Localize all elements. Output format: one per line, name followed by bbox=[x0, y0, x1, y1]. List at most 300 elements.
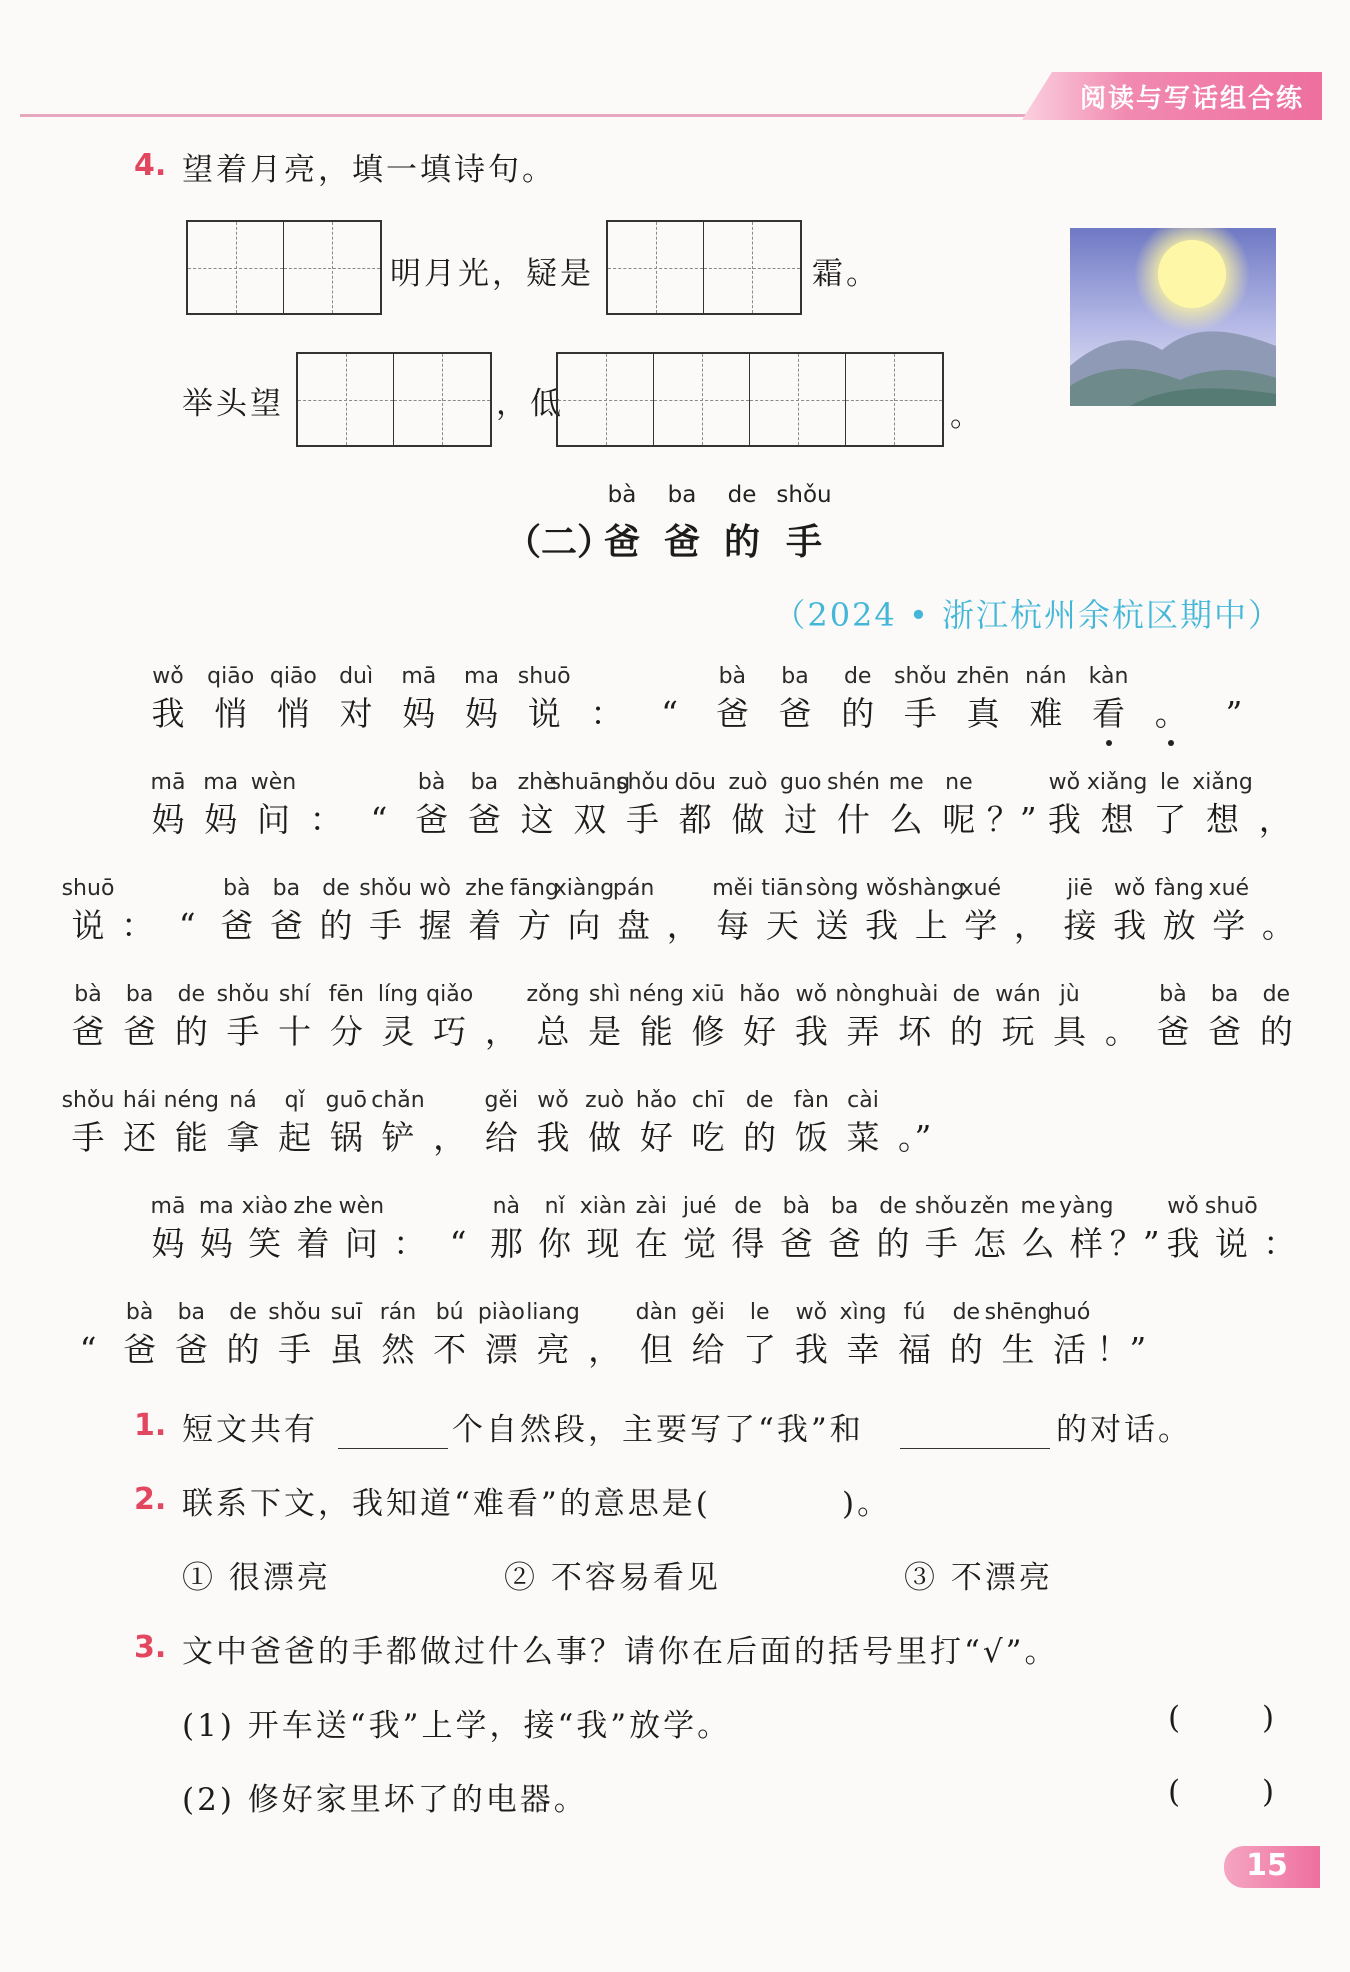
pinyin: shǒu bbox=[359, 876, 412, 901]
hanzi: 能 bbox=[174, 1118, 208, 1157]
hanzi: 吃 bbox=[691, 1118, 725, 1157]
hanzi: 那 bbox=[489, 1224, 523, 1263]
hanzi: 爸 bbox=[123, 1012, 157, 1051]
hanzi: 巧 bbox=[433, 1012, 467, 1051]
pinyin: wǒ bbox=[1167, 1194, 1199, 1219]
hanzi: 妈 bbox=[402, 694, 436, 733]
hanzi: 想 bbox=[1206, 800, 1240, 839]
hanzi: 放 bbox=[1162, 906, 1196, 945]
passage-token bbox=[1093, 1298, 1149, 1372]
pinyin: shǒu bbox=[616, 770, 669, 795]
hanzi: 爸 bbox=[778, 694, 812, 733]
check-paren-close[interactable]: ) bbox=[1262, 1774, 1275, 1810]
hanzi: 样 bbox=[1069, 1224, 1103, 1263]
hanzi: 是 bbox=[588, 1012, 622, 1051]
hanzi: 给 bbox=[484, 1118, 518, 1157]
pinyin: shǒu bbox=[61, 1088, 115, 1113]
pinyin bbox=[1220, 874, 1336, 904]
pinyin: liang bbox=[526, 1300, 580, 1325]
hanzi: 都 bbox=[678, 800, 712, 839]
pinyin: bú bbox=[435, 1300, 464, 1325]
pinyin: xiū bbox=[691, 982, 725, 1007]
pinyin: wǒ bbox=[1048, 770, 1081, 795]
hanzi: 。 bbox=[1104, 1012, 1138, 1051]
option-1[interactable]: ① 很漂亮 bbox=[182, 1560, 331, 1596]
hanzi: 我 bbox=[1113, 906, 1147, 945]
pinyin: me bbox=[1020, 1194, 1056, 1219]
pinyin: ba bbox=[177, 1300, 206, 1325]
pinyin: cài bbox=[847, 1088, 879, 1113]
hanzi: 我 bbox=[1166, 1224, 1200, 1263]
hanzi: ” bbox=[1225, 694, 1243, 733]
pinyin: zuò bbox=[585, 1088, 625, 1113]
hanzi: 学 bbox=[964, 906, 998, 945]
hanzi: 能 bbox=[639, 1012, 673, 1051]
grid-cell[interactable] bbox=[298, 354, 394, 445]
pinyin: shuō bbox=[1204, 1194, 1258, 1219]
hanzi: 分 bbox=[329, 1012, 363, 1051]
hanzi: “ bbox=[79, 1330, 97, 1369]
hanzi: 这 bbox=[520, 800, 554, 839]
passage-token bbox=[1247, 768, 1303, 842]
hanzi: 福 bbox=[898, 1330, 932, 1369]
pinyin: bà bbox=[223, 876, 251, 901]
pinyin: chī bbox=[691, 1088, 725, 1113]
title-char: 爸 bbox=[603, 521, 640, 563]
pinyin: qiāo bbox=[207, 664, 255, 689]
hanzi: 问 bbox=[256, 800, 290, 839]
pinyin: nán bbox=[1025, 664, 1067, 689]
pinyin bbox=[1222, 1192, 1338, 1222]
question-2-text: 联系下文，我知道“难看”的意思是( bbox=[182, 1486, 711, 1522]
pinyin bbox=[1217, 768, 1333, 798]
hanzi: 悄 bbox=[276, 694, 310, 733]
pinyin: de bbox=[952, 982, 981, 1007]
hanzi: 饭 bbox=[794, 1118, 828, 1157]
pinyin: de bbox=[1262, 982, 1291, 1007]
pinyin: qǐ bbox=[284, 1088, 305, 1113]
pinyin: nà bbox=[492, 1194, 521, 1219]
answer-grid-2[interactable] bbox=[606, 220, 802, 315]
pinyin: xiǎng bbox=[1086, 770, 1148, 795]
pinyin: le bbox=[1159, 770, 1180, 795]
pinyin: pán bbox=[612, 876, 655, 901]
pinyin: shǒu bbox=[268, 1300, 322, 1325]
pinyin: bà bbox=[125, 1300, 154, 1325]
pinyin: shǒu bbox=[914, 1194, 968, 1219]
hanzi: 双 bbox=[573, 800, 607, 839]
pinyin: néng bbox=[163, 1088, 220, 1113]
question-3-item-1: (1) 开车送“我”上学，接“我”放学。 bbox=[182, 1708, 732, 1744]
pinyin: zhe bbox=[293, 1194, 333, 1219]
poem-line2-middle: ，低 bbox=[496, 386, 564, 422]
pinyin: xué bbox=[1208, 876, 1250, 901]
title-char: 手 bbox=[785, 521, 822, 563]
hanzi: 我 bbox=[536, 1118, 570, 1157]
poem-line2-end: 。 bbox=[950, 398, 984, 434]
hanzi: 爸 bbox=[269, 906, 303, 945]
pinyin: fàn bbox=[793, 1088, 829, 1113]
pinyin: zěn bbox=[970, 1194, 1010, 1219]
title-pinyin: shǒu bbox=[776, 482, 832, 508]
passage-token bbox=[1206, 662, 1262, 736]
option-3[interactable]: ③ 不漂亮 bbox=[904, 1560, 1053, 1596]
question-1-number: 1. bbox=[134, 1408, 167, 1443]
poem-line2-start: 举头望 bbox=[182, 386, 284, 422]
hanzi: 爸 bbox=[71, 1012, 105, 1051]
hanzi: ？” bbox=[986, 800, 1037, 839]
poem-line1-end: 霜。 bbox=[812, 256, 880, 292]
hanzi: 的 bbox=[743, 1118, 777, 1157]
pinyin: yàng bbox=[1059, 1194, 1114, 1219]
pinyin: hǎo bbox=[739, 982, 781, 1007]
pinyin: dōu bbox=[674, 770, 716, 795]
pinyin: guō bbox=[325, 1088, 368, 1113]
hanzi: 灵 bbox=[381, 1012, 415, 1051]
pinyin: jù bbox=[1059, 982, 1080, 1007]
pinyin: shuō bbox=[61, 876, 115, 901]
hanzi: 说 bbox=[71, 906, 105, 945]
question-2-number: 2. bbox=[134, 1482, 167, 1517]
question-4-number: 4. bbox=[134, 148, 167, 183]
pinyin: nǐ bbox=[544, 1194, 565, 1219]
question-4-prompt: 望着月亮，填一填诗句。 bbox=[182, 152, 556, 188]
hanzi: 悄 bbox=[214, 694, 248, 733]
pinyin: qiāo bbox=[269, 664, 317, 689]
pinyin: měi bbox=[712, 876, 754, 901]
hanzi: 漂 bbox=[484, 1330, 518, 1369]
hanzi: 手 bbox=[369, 906, 403, 945]
pinyin: me bbox=[888, 770, 924, 795]
question-1-text-c: 的对话。 bbox=[1056, 1412, 1192, 1448]
hanzi: 学 bbox=[1212, 906, 1246, 945]
pinyin bbox=[1176, 662, 1292, 692]
hanzi: 我 bbox=[794, 1012, 828, 1051]
pinyin: huó bbox=[1048, 1300, 1091, 1325]
pinyin: wǒ bbox=[152, 664, 184, 689]
pinyin: mā bbox=[150, 1194, 186, 1219]
check-paren-open[interactable]: ( bbox=[1168, 1774, 1181, 1810]
hanzi: 爸 bbox=[715, 694, 749, 733]
hanzi: 我 bbox=[151, 694, 185, 733]
hanzi: 手 bbox=[71, 1118, 105, 1157]
option-2[interactable]: ② 不容易看见 bbox=[504, 1560, 721, 1596]
pinyin: wǒ bbox=[1113, 876, 1146, 901]
hanzi: 觉 bbox=[683, 1224, 717, 1263]
pinyin: shǒu bbox=[894, 664, 947, 689]
hanzi: ， bbox=[433, 1118, 467, 1157]
pinyin: wèn bbox=[338, 1194, 385, 1219]
hanzi: ： bbox=[590, 694, 624, 733]
pinyin bbox=[1063, 1298, 1179, 1328]
pinyin: mā bbox=[150, 770, 186, 795]
hanzi: 着 bbox=[468, 906, 502, 945]
hanzi: 修 bbox=[691, 1012, 725, 1051]
hanzi: 幸 bbox=[846, 1330, 880, 1369]
hanzi: 总 bbox=[536, 1012, 570, 1051]
pinyin: ná bbox=[229, 1088, 257, 1113]
hanzi: 爸 bbox=[828, 1224, 862, 1263]
hanzi: 但 bbox=[639, 1330, 673, 1369]
hanzi: 然 bbox=[381, 1330, 415, 1369]
pinyin: xué bbox=[960, 876, 1002, 901]
check-paren-close[interactable]: ) bbox=[1262, 1700, 1275, 1736]
pinyin bbox=[857, 1086, 973, 1116]
grid-cell[interactable] bbox=[394, 354, 490, 445]
hanzi: 虽 bbox=[329, 1330, 363, 1369]
hanzi: 盘 bbox=[617, 906, 651, 945]
hanzi: ， bbox=[1013, 906, 1047, 945]
answer-grid-4[interactable] bbox=[556, 352, 944, 447]
hanzi: 每 bbox=[716, 906, 750, 945]
answer-blank-dialog-person[interactable] bbox=[900, 1410, 1050, 1449]
hanzi: ， bbox=[484, 1012, 518, 1051]
hanzi: 生 bbox=[1001, 1330, 1035, 1369]
pinyin: bà bbox=[718, 664, 747, 689]
pinyin: zhe bbox=[465, 876, 505, 901]
hanzi: 。 bbox=[1143, 692, 1199, 736]
pinyin: líng bbox=[377, 982, 419, 1007]
pinyin: zhè bbox=[517, 770, 557, 795]
pinyin: wǒ bbox=[795, 982, 828, 1007]
pinyin: shēng bbox=[984, 1300, 1052, 1325]
hanzi: 妈 bbox=[199, 1224, 233, 1263]
pinyin: bà bbox=[782, 1194, 811, 1219]
hanzi: ， bbox=[1258, 800, 1292, 839]
hanzi: 么 bbox=[889, 800, 923, 839]
hanzi: 拿 bbox=[226, 1118, 260, 1157]
pinyin: ba bbox=[1210, 982, 1239, 1007]
pinyin: duì bbox=[339, 664, 374, 689]
grid-cell[interactable] bbox=[704, 222, 800, 313]
pinyin: zhēn bbox=[956, 664, 1010, 689]
hanzi: 的 bbox=[1259, 1012, 1293, 1051]
pinyin: jué bbox=[682, 1194, 717, 1219]
grid-cell[interactable] bbox=[608, 222, 704, 313]
pinyin: shí bbox=[278, 982, 311, 1007]
pinyin: guo bbox=[780, 770, 822, 795]
hanzi: 了 bbox=[1153, 800, 1187, 839]
pinyin: ne bbox=[945, 770, 973, 795]
hanzi: 怎 bbox=[973, 1224, 1007, 1263]
pinyin: bà bbox=[74, 982, 102, 1007]
pinyin: ba bbox=[470, 770, 499, 795]
hanzi: 接 bbox=[1063, 906, 1097, 945]
hanzi: “ bbox=[370, 800, 388, 839]
answer-blank-paragraph-count[interactable] bbox=[338, 1410, 448, 1449]
hanzi: 呢 bbox=[942, 800, 976, 839]
pinyin: wò bbox=[419, 876, 451, 901]
answer-grid-3[interactable] bbox=[296, 352, 492, 447]
pinyin: zài bbox=[635, 1194, 667, 1219]
pinyin: de bbox=[177, 982, 206, 1007]
pinyin: kàn bbox=[1088, 664, 1129, 689]
grid-cell[interactable] bbox=[188, 222, 284, 313]
answer-grid-1[interactable] bbox=[186, 220, 382, 315]
hanzi: 爸 bbox=[123, 1330, 157, 1369]
hanzi: 我 bbox=[794, 1330, 828, 1369]
hanzi: 做 bbox=[731, 800, 765, 839]
pinyin: ba bbox=[272, 876, 301, 901]
hanzi: 的 bbox=[949, 1330, 983, 1369]
hanzi: 手 bbox=[226, 1012, 260, 1051]
pinyin: suī bbox=[330, 1300, 363, 1325]
pinyin: ba bbox=[830, 1194, 859, 1219]
hanzi: ： bbox=[121, 906, 155, 945]
hanzi: 爸 bbox=[415, 800, 449, 839]
hanzi: 铲 bbox=[381, 1118, 415, 1157]
hanzi: 说 bbox=[1214, 1224, 1248, 1263]
question-1-text-a: 短文共有 bbox=[182, 1412, 318, 1448]
pinyin: de bbox=[322, 876, 350, 901]
pinyin: xiàng bbox=[553, 876, 615, 901]
hanzi: 笑 bbox=[248, 1224, 282, 1263]
pinyin: ba bbox=[125, 982, 154, 1007]
grid-cell[interactable] bbox=[846, 354, 942, 445]
pinyin: xiǎng bbox=[1192, 770, 1253, 795]
pinyin: de bbox=[879, 1194, 907, 1219]
hanzi: 做 bbox=[588, 1118, 622, 1157]
hanzi: 的 bbox=[174, 1012, 208, 1051]
pinyin: zǒng bbox=[526, 982, 580, 1007]
hanzi: ： bbox=[1263, 1224, 1297, 1263]
hanzi: 送 bbox=[815, 906, 849, 945]
hanzi: 的 bbox=[876, 1224, 910, 1263]
pinyin: shén bbox=[827, 770, 880, 795]
hanzi: 难 bbox=[1029, 694, 1063, 733]
hanzi: 得 bbox=[731, 1224, 765, 1263]
hanzi: 着 bbox=[296, 1224, 330, 1263]
hanzi: 好 bbox=[743, 1012, 777, 1051]
pinyin: hái bbox=[122, 1088, 157, 1113]
hanzi: 活 bbox=[1053, 1330, 1087, 1369]
hanzi: 现 bbox=[586, 1224, 620, 1263]
hanzi: 什 bbox=[836, 800, 870, 839]
hanzi: 天 bbox=[765, 906, 799, 945]
hanzi: 想 bbox=[1100, 800, 1134, 839]
hanzi: 方 bbox=[517, 906, 551, 945]
hanzi: 真 bbox=[966, 694, 1000, 733]
pinyin: nòng bbox=[835, 982, 891, 1007]
pinyin: huài bbox=[890, 982, 939, 1007]
pinyin: shuāng bbox=[549, 770, 631, 795]
grid-cell[interactable] bbox=[284, 222, 380, 313]
pinyin: bà bbox=[1159, 982, 1187, 1007]
hanzi: “ bbox=[661, 694, 679, 733]
pinyin: sòng bbox=[805, 876, 859, 901]
pinyin: de bbox=[734, 1194, 762, 1219]
title-char: 的 bbox=[723, 521, 760, 563]
pinyin: chǎn bbox=[371, 1088, 425, 1113]
pinyin: de bbox=[229, 1300, 257, 1325]
question-2-close: )。 bbox=[842, 1486, 892, 1522]
pinyin: shuō bbox=[517, 664, 571, 689]
hanzi: 菜 bbox=[846, 1118, 880, 1157]
pinyin: fāng bbox=[509, 876, 559, 901]
hanzi: 坏 bbox=[898, 1012, 932, 1051]
hanzi: 锅 bbox=[329, 1118, 363, 1157]
pinyin: xìng bbox=[839, 1300, 887, 1325]
header-title: 阅读与写话组合练 bbox=[1079, 84, 1304, 114]
passage-source: （2024 • 浙江杭州余杭区期中） bbox=[773, 596, 1282, 634]
hanzi: 说 bbox=[527, 694, 561, 733]
pinyin: ma bbox=[203, 770, 239, 795]
pinyin: bà bbox=[417, 770, 446, 795]
poem-line1-middle: 明月光，疑是 bbox=[390, 256, 594, 292]
hanzi: 给 bbox=[691, 1330, 725, 1369]
pinyin: wèn bbox=[250, 770, 297, 795]
title-pinyin: bà bbox=[607, 482, 637, 508]
hanzi: 在 bbox=[634, 1224, 668, 1263]
pinyin: gěi bbox=[691, 1300, 725, 1325]
hanzi: 了 bbox=[743, 1330, 777, 1369]
pinyin: piào bbox=[477, 1300, 525, 1325]
pinyin: xiàn bbox=[579, 1194, 627, 1219]
pinyin: le bbox=[749, 1300, 770, 1325]
grid-cell[interactable] bbox=[654, 354, 750, 445]
pinyin: rán bbox=[379, 1300, 417, 1325]
pinyin: zuò bbox=[728, 770, 768, 795]
hanzi: 手 bbox=[626, 800, 660, 839]
check-paren-open[interactable]: ( bbox=[1168, 1700, 1181, 1736]
hanzi: 你 bbox=[538, 1224, 572, 1263]
hanzi: 手 bbox=[278, 1330, 312, 1369]
hanzi: “ bbox=[449, 1224, 467, 1263]
hanzi: 我 bbox=[865, 906, 899, 945]
hanzi: 还 bbox=[123, 1118, 157, 1157]
pinyin: ma bbox=[464, 664, 499, 689]
pinyin: dàn bbox=[635, 1300, 678, 1325]
title-char: 爸 bbox=[663, 521, 700, 563]
hanzi: 妈 bbox=[151, 1224, 185, 1263]
hanzi: 起 bbox=[278, 1118, 312, 1157]
hanzi: ， bbox=[588, 1330, 622, 1369]
grid-cell[interactable] bbox=[558, 354, 654, 445]
hanzi: 妈 bbox=[465, 694, 498, 733]
hanzi: “ bbox=[178, 906, 196, 945]
pinyin: de bbox=[843, 664, 872, 689]
pinyin: ba bbox=[781, 664, 809, 689]
passage-token bbox=[1248, 980, 1304, 1054]
question-3-number: 3. bbox=[134, 1630, 167, 1665]
hanzi: 弄 bbox=[846, 1012, 880, 1051]
hanzi: ！” bbox=[1096, 1330, 1147, 1369]
pinyin: shàng bbox=[897, 876, 965, 901]
hanzi: 对 bbox=[339, 694, 373, 733]
pinyin: tiān bbox=[761, 876, 804, 901]
pinyin: hǎo bbox=[635, 1088, 677, 1113]
passage-token bbox=[1252, 1192, 1308, 1266]
hanzi: 的 bbox=[226, 1330, 260, 1369]
hanzi: 的 bbox=[841, 694, 875, 733]
grid-cell[interactable] bbox=[750, 354, 846, 445]
hanzi: 爸 bbox=[467, 800, 501, 839]
passage-token bbox=[887, 1086, 943, 1160]
hanzi: 我 bbox=[1047, 800, 1081, 839]
hanzi: 不 bbox=[433, 1330, 467, 1369]
hanzi: ： bbox=[309, 800, 343, 839]
hanzi: 握 bbox=[418, 906, 452, 945]
hanzi: 爸 bbox=[779, 1224, 813, 1263]
pinyin: de bbox=[952, 1300, 981, 1325]
pinyin: shì bbox=[588, 982, 621, 1007]
hanzi: ： bbox=[393, 1224, 427, 1263]
hanzi: 好 bbox=[639, 1118, 673, 1157]
pinyin: ma bbox=[198, 1194, 234, 1219]
hanzi: ， bbox=[666, 906, 700, 945]
hanzi: 玩 bbox=[1001, 1012, 1035, 1051]
hanzi: 。” bbox=[897, 1118, 932, 1157]
